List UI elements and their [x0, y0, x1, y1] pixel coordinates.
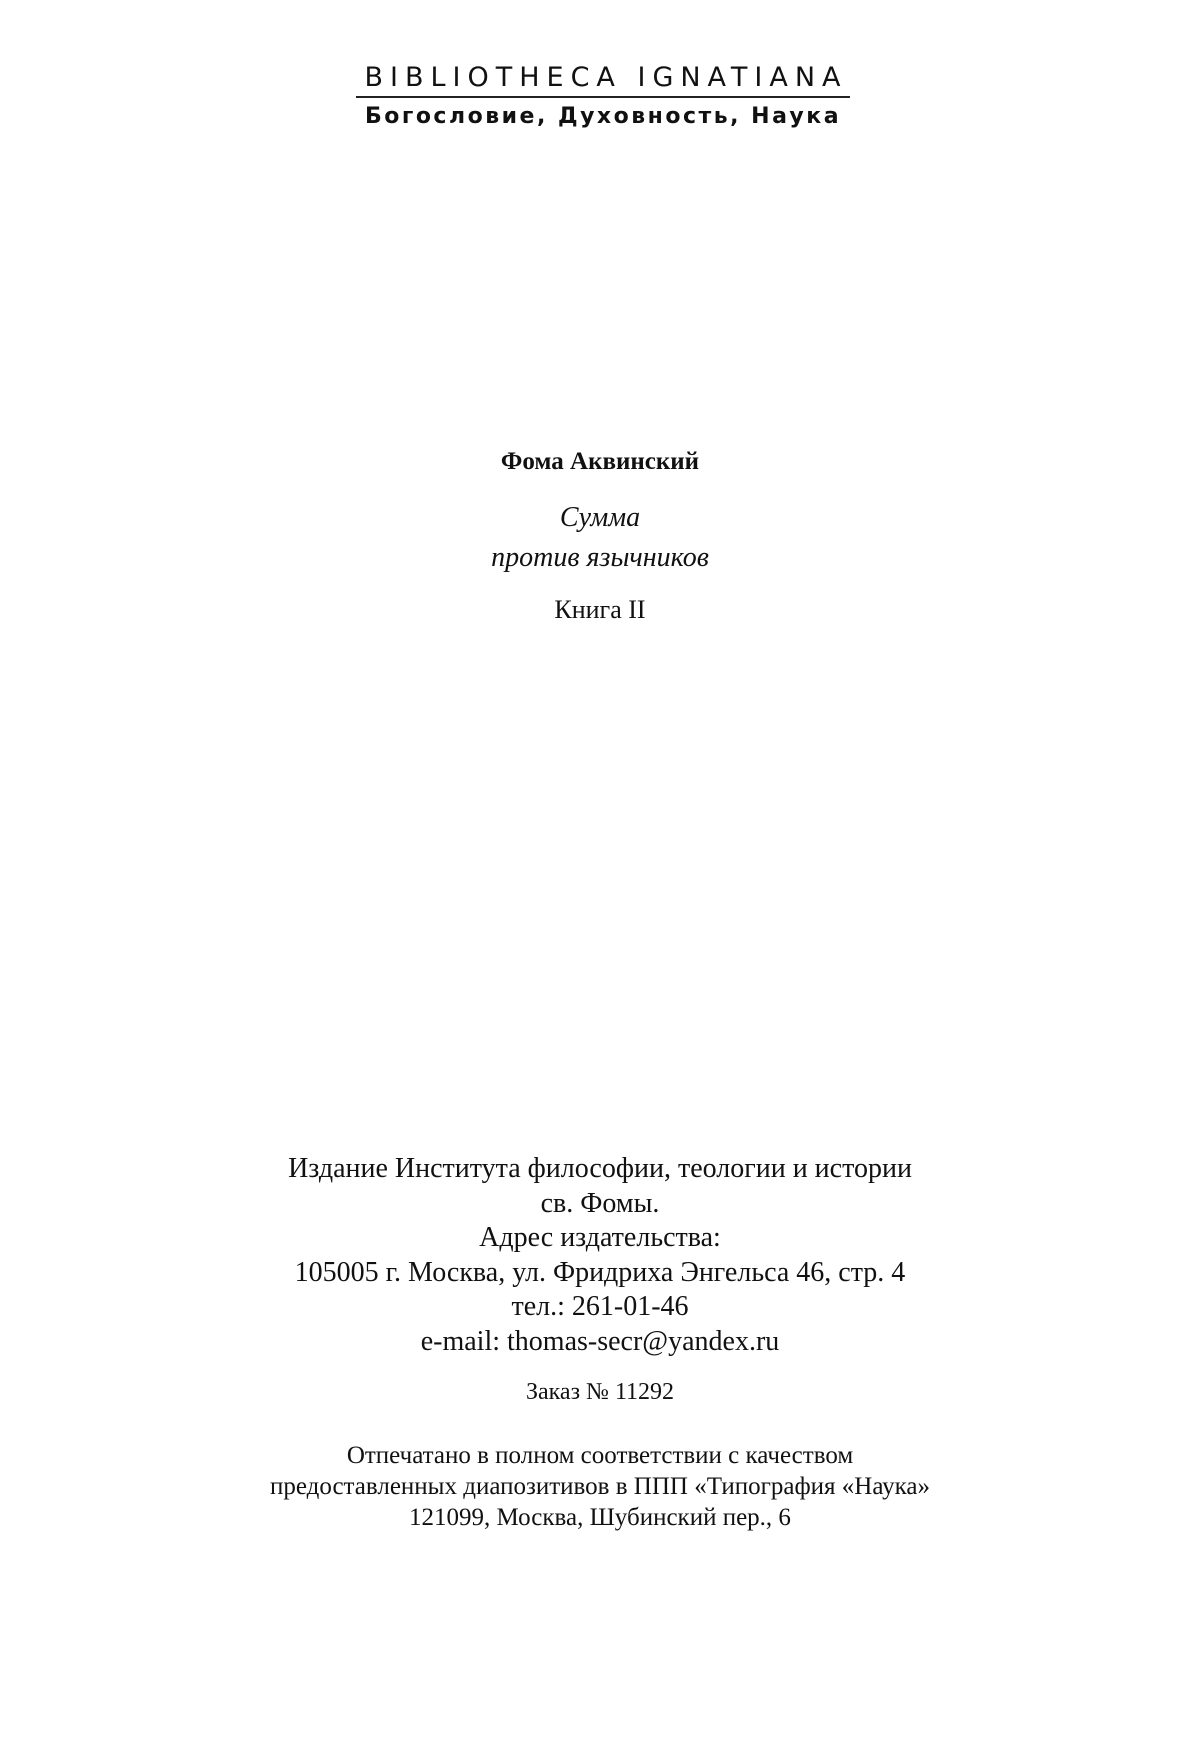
- printer-line: предоставленных диапозитивов в ППП «Типография «Наука»: [269, 1473, 931, 1500]
- author-name: Фома Аквинский: [500, 448, 700, 475]
- imprint-line: Адрес издательства:: [479, 1222, 721, 1253]
- printer-line: Отпечатано в полном соответствии с качеством: [346, 1442, 854, 1469]
- book-volume: Книга II: [554, 595, 646, 624]
- book-title-line-2: против язычников: [491, 542, 709, 573]
- imprint-line: тел.: 261-01-46: [511, 1291, 689, 1322]
- imprint-line: Издание Института философии, теологии и истории: [288, 1153, 912, 1184]
- series-title: BIBLIOTHECA IGNATIANA: [356, 62, 849, 98]
- series-header: [0, 62, 1200, 132]
- imprint-line: св. Фомы.: [540, 1187, 660, 1219]
- imprint-email: e-mail: thomas-secr@yandex.ru: [420, 1325, 780, 1357]
- publisher-imprint: [0, 1152, 1200, 1359]
- printer-line: 121099, Москва, Шубинский пер., 6: [409, 1504, 791, 1531]
- printer-info: [0, 1440, 1200, 1533]
- book-title-line-1: Сумма: [559, 502, 641, 533]
- imprint-line: 105005 г. Москва, ул. Фридриха Энгельса 46, стр. 4: [294, 1256, 906, 1288]
- series-subtitle: Богословие, Духовность, Наука: [364, 104, 842, 129]
- order-number: Заказ № 11292: [525, 1379, 675, 1405]
